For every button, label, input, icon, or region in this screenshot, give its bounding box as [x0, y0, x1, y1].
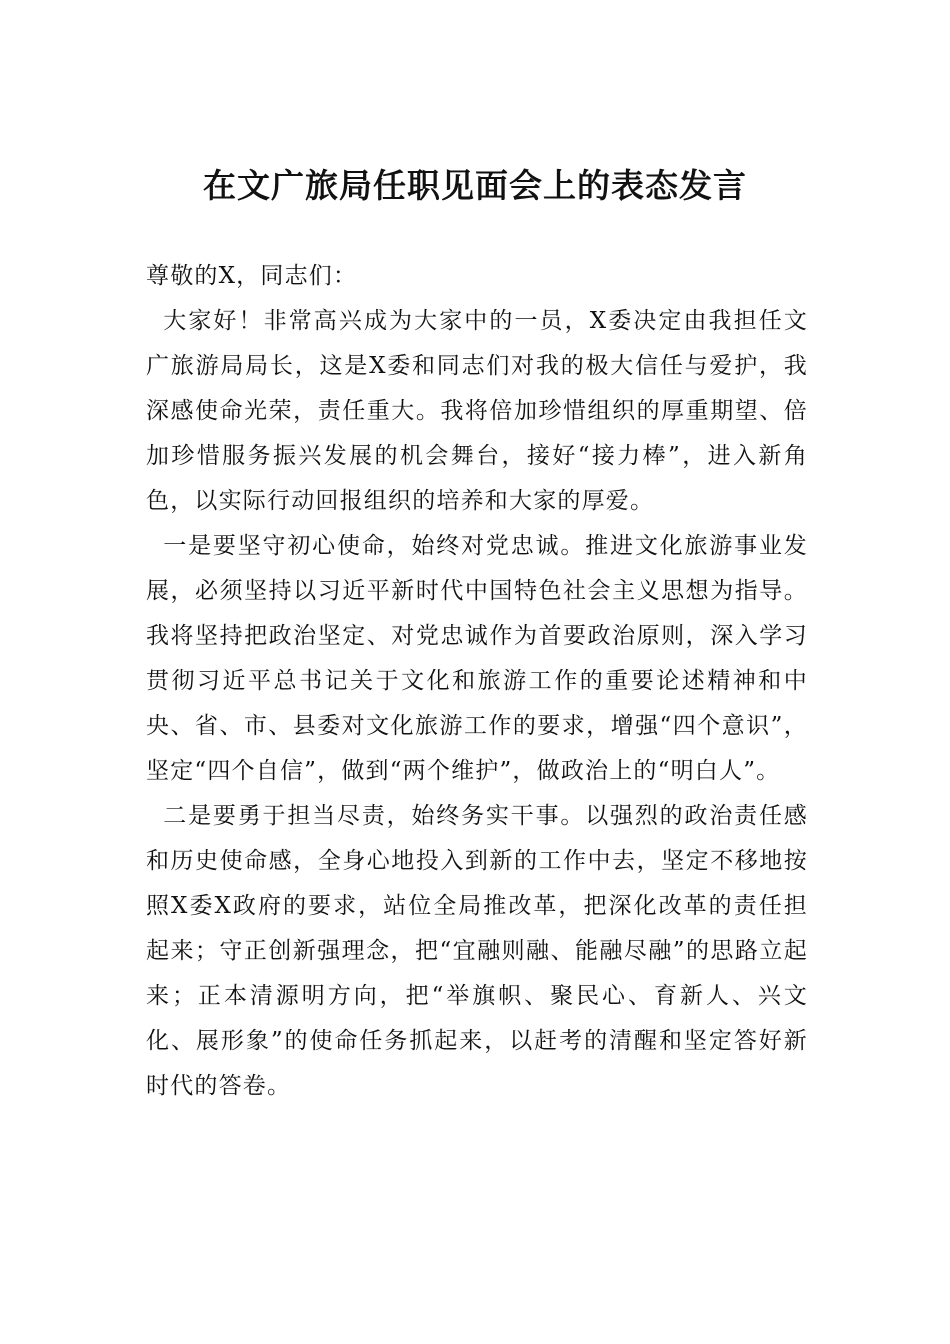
paragraph-point-two: 二是要勇于担当尽责，始终务实干事。以强烈的政治责任感和历史使命感，全身心地投入到新的工作中去，坚定不移地按照X委X政府的要求，站位全局推改革，把深化改革的责任担起来；守正创新强理念，把“宜融则融、能融尽融”的思路立起来；正本清源明方向，把“举旗帜、聚民心、育新人、兴文化、展形象”的使命任务抓起来，以赶考的清醒和坚定答好新时代的答卷。 [146, 803, 808, 1099]
paragraph-greeting: 大家好！非常高兴成为大家中的一员，X委决定由我担任文广旅游局局长，这是X委和同志们对我的极大信任与爱护，我深感使命光荣，责任重大。我将倍加珍惜组织的厚重期望、倍加珍惜服务振兴发展的机会舞台，接好“接力棒”，进入新角色，以实际行动回报组织的培养和大家的厚爱。 [146, 308, 808, 514]
document-body [146, 254, 808, 1109]
document-title: 在文广旅局任职见面会上的表态发言 [203, 166, 747, 205]
salutation: 尊敬的X，同志们： [146, 263, 358, 289]
paragraph-point-one: 一是要坚守初心使命，始终对党忠诚。推进文化旅游事业发展，必须坚持以习近平新时代中国特色社会主义思想为指导。我将坚持把政治坚定、对党忠诚作为首要政治原则，深入学习贯彻习近平总书记关于文化和旅游工作的重要论述精神和中央、省、市、县委对文化旅游工作的要求，增强“四个意识”，坚定“四个自信”，做到“两个维护”，做政治上的“明白人”。 [146, 533, 808, 784]
